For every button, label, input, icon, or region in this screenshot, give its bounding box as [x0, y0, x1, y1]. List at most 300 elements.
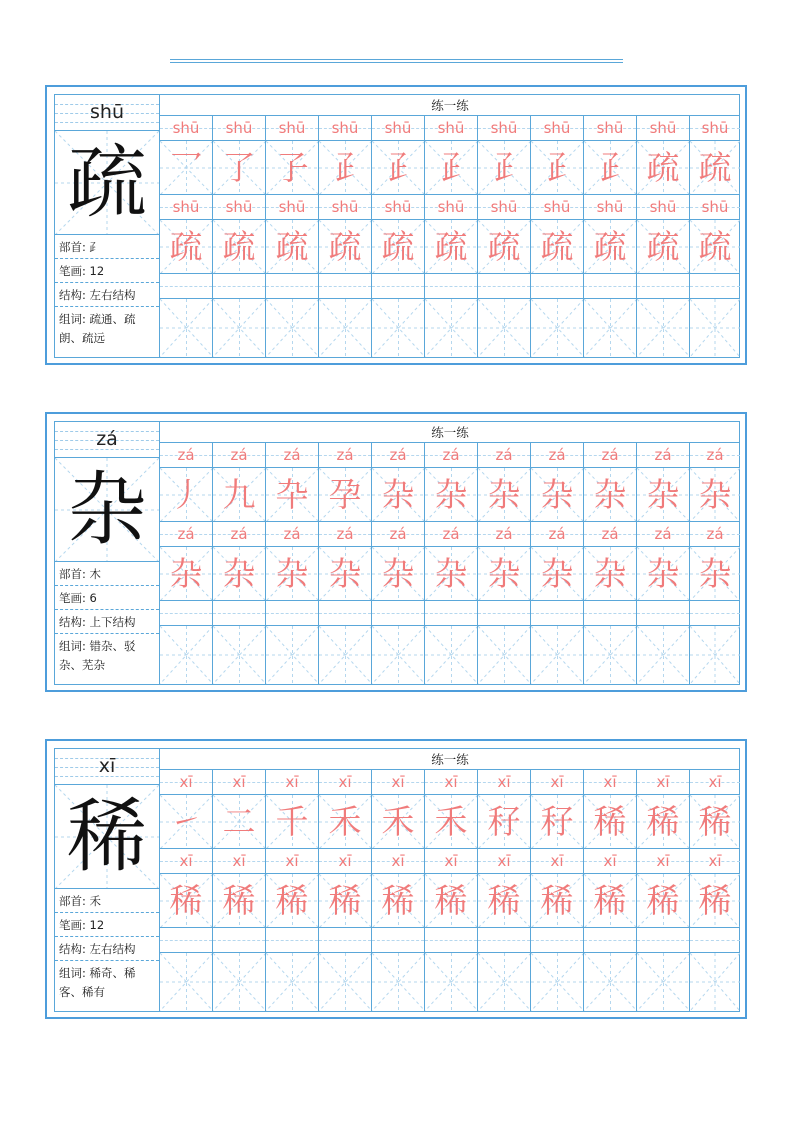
trace-char-cell	[637, 547, 690, 601]
strokes-label: 笔画: 12	[55, 913, 159, 937]
stroke-order-cell	[213, 795, 266, 849]
trace-char-cell	[425, 547, 478, 601]
trace-char: 杂	[169, 554, 203, 593]
blank-char-cell[interactable]	[160, 953, 213, 1011]
guide-line	[160, 940, 212, 941]
tian-grid	[213, 953, 266, 1011]
pinyin-text: zá	[654, 446, 672, 464]
guide-line	[266, 613, 318, 614]
guide-line	[372, 940, 424, 941]
blank-pinyin-cell[interactable]	[266, 928, 319, 953]
tian-grid	[637, 626, 690, 684]
blank-char-cell[interactable]	[531, 953, 584, 1011]
blank-char-cell[interactable]	[160, 626, 213, 684]
pinyin-cell	[372, 770, 425, 795]
blank-char-cell[interactable]	[637, 626, 690, 684]
pinyin-text: xī	[708, 773, 722, 791]
tian-grid	[372, 299, 425, 357]
guide-line	[690, 613, 740, 614]
tian-grid	[372, 953, 425, 1011]
main-pinyin-box	[55, 749, 159, 785]
stroke-order-cell	[584, 468, 637, 522]
pinyin-cell	[266, 195, 319, 220]
blank-char-cell[interactable]	[372, 299, 425, 357]
pinyin-text: zá	[706, 525, 724, 543]
pinyin-cell	[478, 116, 531, 141]
blank-char-cell[interactable]	[319, 626, 372, 684]
blank-pinyin-cell[interactable]	[531, 601, 584, 626]
blank-pinyin-cell[interactable]	[319, 601, 372, 626]
character-card	[45, 85, 747, 365]
blank-pinyin-cell[interactable]	[213, 928, 266, 953]
pinyin-cell	[637, 116, 690, 141]
blank-char-cell[interactable]	[319, 953, 372, 1011]
pinyin-cell	[584, 770, 637, 795]
stroke-order-cell	[690, 468, 740, 522]
trace-char-cell	[425, 874, 478, 928]
trace-char-cell	[266, 220, 319, 274]
trace-char-cell	[690, 547, 740, 601]
blank-pinyin-cell[interactable]	[160, 928, 213, 953]
trace-char: 疏	[646, 227, 680, 266]
pinyin-text: xī	[497, 852, 511, 870]
trace-char: 疏	[381, 227, 415, 266]
blank-pinyin-cell[interactable]	[372, 601, 425, 626]
trace-char: 疏	[169, 227, 203, 266]
trace-char: 稀	[381, 881, 415, 920]
stroke-order-cell	[637, 141, 690, 195]
blank-pinyin-cell[interactable]	[372, 274, 425, 299]
trace-char: 稀	[487, 881, 521, 920]
trace-char: 稀	[328, 881, 362, 920]
stroke-order-cell	[425, 141, 478, 195]
tian-grid	[584, 626, 637, 684]
guide-line	[319, 286, 371, 287]
blank-char-cell[interactable]	[266, 953, 319, 1011]
trace-char: 疏	[328, 227, 362, 266]
pinyin-text: shū	[225, 198, 253, 216]
trace-char: 稀	[169, 881, 203, 920]
main-character-box	[55, 785, 159, 889]
blank-char-cell[interactable]	[531, 626, 584, 684]
pinyin-cell	[531, 522, 584, 547]
stroke-order-cell	[372, 795, 425, 849]
tian-grid	[584, 299, 637, 357]
tian-grid	[160, 953, 213, 1011]
main-pinyin: xī	[98, 755, 116, 777]
trace-char: 稀	[540, 881, 574, 920]
tian-grid	[266, 626, 319, 684]
pinyin-cell	[478, 770, 531, 795]
trace-char-cell	[319, 874, 372, 928]
blank-char-cell[interactable]	[425, 953, 478, 1011]
pinyin-cell	[160, 195, 213, 220]
pinyin-cell	[584, 195, 637, 220]
trace-char: 杂	[593, 554, 627, 593]
words-line-2: 客、稀有	[59, 985, 105, 999]
pinyin-text: zá	[442, 525, 460, 543]
pinyin-cell	[637, 770, 690, 795]
radical-label: 部首: 木	[55, 562, 159, 586]
pinyin-cell	[319, 195, 372, 220]
blank-pinyin-cell[interactable]	[637, 274, 690, 299]
tian-grid	[584, 953, 637, 1011]
pinyin-text: xī	[285, 852, 299, 870]
blank-char-cell[interactable]	[266, 299, 319, 357]
pinyin-cell	[425, 770, 478, 795]
stroke-order-cell	[319, 468, 372, 522]
blank-pinyin-cell[interactable]	[425, 601, 478, 626]
trace-char: 稀	[698, 881, 732, 920]
stroke-order-cell	[690, 795, 740, 849]
blank-char-cell[interactable]	[266, 626, 319, 684]
blank-char-cell[interactable]	[213, 299, 266, 357]
blank-pinyin-cell[interactable]	[690, 274, 740, 299]
pinyin-text: xī	[603, 852, 617, 870]
trace-char: 杂	[487, 554, 521, 593]
guide-line	[319, 940, 371, 941]
blank-char-cell[interactable]	[478, 626, 531, 684]
stroke-order-cell	[266, 141, 319, 195]
trace-char: 疏	[434, 227, 468, 266]
stroke-order-cell	[478, 468, 531, 522]
trace-char: 稀	[593, 881, 627, 920]
blank-char-cell[interactable]	[584, 953, 637, 1011]
stroke-order-cell	[584, 141, 637, 195]
blank-pinyin-cell[interactable]	[584, 928, 637, 953]
stroke-step-char: 杂	[593, 475, 627, 514]
pinyin-cell	[690, 770, 740, 795]
stroke-step-char: 禾	[434, 802, 468, 841]
blank-pinyin-cell[interactable]	[531, 274, 584, 299]
guide-line	[690, 940, 740, 941]
pinyin-text: xī	[444, 773, 458, 791]
pinyin-cell	[266, 116, 319, 141]
stroke-order-cell	[531, 795, 584, 849]
pinyin-text: shū	[596, 198, 624, 216]
main-character-box	[55, 458, 159, 562]
trace-char: 杂	[698, 554, 732, 593]
guide-line	[425, 286, 477, 287]
words-label	[55, 634, 159, 684]
trace-char-cell	[160, 220, 213, 274]
blank-char-cell[interactable]	[637, 953, 690, 1011]
practice-header: 练一练	[160, 749, 740, 770]
pinyin-text: zá	[283, 525, 301, 543]
blank-char-cell[interactable]	[690, 299, 740, 357]
trace-char: 杂	[275, 554, 309, 593]
trace-char-cell	[690, 220, 740, 274]
pinyin-cell	[213, 770, 266, 795]
pinyin-text: zá	[495, 446, 513, 464]
stroke-step-char: 稀	[593, 802, 627, 841]
guide-line	[690, 286, 740, 287]
pinyin-cell	[478, 522, 531, 547]
blank-char-cell[interactable]	[531, 299, 584, 357]
blank-pinyin-cell[interactable]	[584, 601, 637, 626]
stroke-order-cell	[425, 468, 478, 522]
stroke-order-cell	[160, 141, 213, 195]
tian-grid	[531, 626, 584, 684]
trace-char-cell	[319, 220, 372, 274]
trace-char: 疏	[593, 227, 627, 266]
pinyin-text: shū	[701, 119, 729, 137]
blank-pinyin-cell[interactable]	[213, 601, 266, 626]
trace-char: 杂	[381, 554, 415, 593]
pinyin-cell	[425, 116, 478, 141]
blank-pinyin-cell[interactable]	[266, 601, 319, 626]
tian-grid	[637, 953, 690, 1011]
pinyin-text: shū	[490, 198, 518, 216]
blank-char-cell[interactable]	[478, 299, 531, 357]
guide-line	[213, 940, 265, 941]
top-divider	[170, 59, 623, 63]
stroke-order-cell	[637, 468, 690, 522]
main-character-box	[55, 131, 159, 235]
stroke-order-cell	[478, 795, 531, 849]
stroke-order-cell	[266, 468, 319, 522]
pinyin-cell	[637, 849, 690, 874]
pinyin-cell	[584, 116, 637, 141]
blank-char-cell[interactable]	[213, 953, 266, 1011]
pinyin-text: shū	[437, 119, 465, 137]
blank-char-cell[interactable]	[690, 626, 740, 684]
blank-char-cell[interactable]	[637, 299, 690, 357]
main-pinyin: shū	[90, 101, 124, 123]
pinyin-text: zá	[177, 446, 195, 464]
trace-char: 疏	[222, 227, 256, 266]
blank-pinyin-cell[interactable]	[213, 274, 266, 299]
pinyin-text: shū	[596, 119, 624, 137]
pinyin-cell	[213, 849, 266, 874]
guide-line	[584, 286, 636, 287]
pinyin-cell	[637, 195, 690, 220]
trace-char-cell	[319, 547, 372, 601]
tian-grid	[425, 626, 478, 684]
trace-char: 稀	[275, 881, 309, 920]
pinyin-cell	[425, 522, 478, 547]
pinyin-text: shū	[543, 198, 571, 216]
pinyin-text: shū	[331, 119, 359, 137]
trace-char-cell	[531, 547, 584, 601]
guide-line	[637, 613, 689, 614]
pinyin-text: zá	[442, 446, 460, 464]
blank-pinyin-cell[interactable]	[637, 601, 690, 626]
trace-char-cell	[160, 547, 213, 601]
pinyin-text: shū	[172, 198, 200, 216]
blank-char-cell[interactable]	[213, 626, 266, 684]
words-line-1: 组词: 疏通、疏	[59, 312, 136, 326]
guide-line	[160, 286, 212, 287]
blank-pinyin-cell[interactable]	[160, 274, 213, 299]
stroke-order-cell	[425, 795, 478, 849]
pinyin-cell	[690, 443, 740, 468]
stroke-step-char: 𤴔	[487, 148, 521, 187]
stroke-step-char: 杂	[487, 475, 521, 514]
tian-grid	[690, 953, 740, 1011]
blank-pinyin-cell[interactable]	[690, 928, 740, 953]
stroke-step-char: 千	[275, 802, 309, 841]
pinyin-cell	[478, 443, 531, 468]
stroke-step-char: 杂	[646, 475, 680, 514]
trace-char: 稀	[434, 881, 468, 920]
stroke-step-char: 杂	[381, 475, 415, 514]
tian-grid	[266, 299, 319, 357]
guide-line	[637, 286, 689, 287]
guide-line	[478, 940, 530, 941]
pinyin-cell	[319, 770, 372, 795]
trace-char-cell	[637, 874, 690, 928]
blank-char-cell[interactable]	[425, 626, 478, 684]
pinyin-cell	[584, 443, 637, 468]
blank-pinyin-cell[interactable]	[478, 274, 531, 299]
tian-grid	[478, 626, 531, 684]
blank-pinyin-cell[interactable]	[690, 601, 740, 626]
pinyin-text: zá	[230, 446, 248, 464]
stroke-step-char: ㇀	[169, 802, 203, 841]
trace-char: 疏	[275, 227, 309, 266]
guide-line	[531, 940, 583, 941]
pinyin-cell	[584, 849, 637, 874]
pinyin-text: xī	[550, 852, 564, 870]
pinyin-text: shū	[384, 198, 412, 216]
pinyin-cell	[160, 522, 213, 547]
character-card	[45, 739, 747, 1019]
trace-char: 疏	[698, 227, 732, 266]
pinyin-text: shū	[331, 198, 359, 216]
blank-char-cell[interactable]	[372, 626, 425, 684]
pinyin-text: shū	[543, 119, 571, 137]
trace-char-cell	[690, 874, 740, 928]
blank-char-cell[interactable]	[584, 299, 637, 357]
pinyin-cell	[478, 195, 531, 220]
stroke-order-cell	[319, 795, 372, 849]
pinyin-text: zá	[706, 446, 724, 464]
stroke-step-char: 杂	[434, 475, 468, 514]
blank-pinyin-cell[interactable]	[531, 928, 584, 953]
blank-pinyin-cell[interactable]	[372, 928, 425, 953]
pinyin-cell	[160, 116, 213, 141]
tian-grid	[160, 626, 213, 684]
main-pinyin: zá	[96, 428, 118, 450]
blank-pinyin-cell[interactable]	[266, 274, 319, 299]
trace-char-cell	[425, 220, 478, 274]
pinyin-text: zá	[336, 525, 354, 543]
tian-grid	[319, 953, 372, 1011]
pinyin-text: xī	[497, 773, 511, 791]
blank-pinyin-cell[interactable]	[425, 274, 478, 299]
pinyin-text: xī	[391, 852, 405, 870]
pinyin-cell	[372, 116, 425, 141]
pinyin-text: shū	[437, 198, 465, 216]
pinyin-text: zá	[230, 525, 248, 543]
pinyin-text: zá	[283, 446, 301, 464]
blank-char-cell[interactable]	[372, 953, 425, 1011]
pinyin-cell	[690, 849, 740, 874]
stroke-order-cell	[213, 468, 266, 522]
blank-pinyin-cell[interactable]	[319, 928, 372, 953]
words-label	[55, 307, 159, 357]
pinyin-text: zá	[389, 446, 407, 464]
tian-grid	[213, 299, 266, 357]
blank-pinyin-cell[interactable]	[319, 274, 372, 299]
blank-char-cell[interactable]	[160, 299, 213, 357]
tian-grid	[425, 299, 478, 357]
guide-line	[372, 286, 424, 287]
stroke-order-cell	[531, 468, 584, 522]
card-frame	[54, 94, 740, 358]
blank-pinyin-cell[interactable]	[637, 928, 690, 953]
blank-char-cell[interactable]	[319, 299, 372, 357]
trace-char: 杂	[646, 554, 680, 593]
pinyin-text: xī	[232, 773, 246, 791]
blank-char-cell[interactable]	[690, 953, 740, 1011]
tian-grid	[637, 299, 690, 357]
tian-grid	[319, 299, 372, 357]
pinyin-text: xī	[603, 773, 617, 791]
pinyin-text: xī	[708, 852, 722, 870]
main-pinyin-box	[55, 95, 159, 131]
blank-pinyin-cell[interactable]	[478, 601, 531, 626]
practice-header: 练一练	[160, 95, 740, 116]
stroke-step-char: 乛	[169, 148, 203, 187]
pinyin-text: zá	[548, 525, 566, 543]
stroke-step-char: 𤴔	[434, 148, 468, 187]
stroke-step-char: 二	[222, 802, 256, 841]
pinyin-text: zá	[177, 525, 195, 543]
stroke-step-char: 丿	[169, 475, 203, 514]
blank-char-cell[interactable]	[584, 626, 637, 684]
tian-grid	[690, 626, 740, 684]
radical-label: 部首: ⺪	[55, 235, 159, 259]
blank-char-cell[interactable]	[425, 299, 478, 357]
blank-pinyin-cell[interactable]	[425, 928, 478, 953]
trace-char-cell	[213, 547, 266, 601]
character-info-panel	[55, 95, 160, 357]
blank-pinyin-cell[interactable]	[478, 928, 531, 953]
trace-char: 稀	[646, 881, 680, 920]
pinyin-text: xī	[656, 773, 670, 791]
blank-pinyin-cell[interactable]	[584, 274, 637, 299]
pinyin-text: zá	[336, 446, 354, 464]
pinyin-text: zá	[654, 525, 672, 543]
card-frame	[54, 421, 740, 685]
pinyin-text: shū	[278, 198, 306, 216]
pinyin-cell	[160, 849, 213, 874]
stroke-step-char: 了	[222, 148, 256, 187]
stroke-step-char: 𤴔	[328, 148, 362, 187]
guide-line	[478, 613, 530, 614]
words-line-1: 组词: 稀奇、稀	[59, 966, 136, 980]
stroke-order-cell	[584, 795, 637, 849]
pinyin-cell	[531, 770, 584, 795]
trace-char-cell	[584, 220, 637, 274]
guide-line	[372, 613, 424, 614]
trace-char: 杂	[328, 554, 362, 593]
words-line-2: 杂、芜杂	[59, 658, 105, 672]
guide-line	[213, 286, 265, 287]
tian-grid	[531, 299, 584, 357]
pinyin-cell	[319, 443, 372, 468]
blank-pinyin-cell[interactable]	[160, 601, 213, 626]
blank-char-cell[interactable]	[478, 953, 531, 1011]
pinyin-cell	[213, 522, 266, 547]
pinyin-cell	[425, 849, 478, 874]
trace-char-cell	[531, 220, 584, 274]
pinyin-cell	[425, 195, 478, 220]
guide-line	[425, 613, 477, 614]
main-character: 稀	[67, 790, 147, 883]
